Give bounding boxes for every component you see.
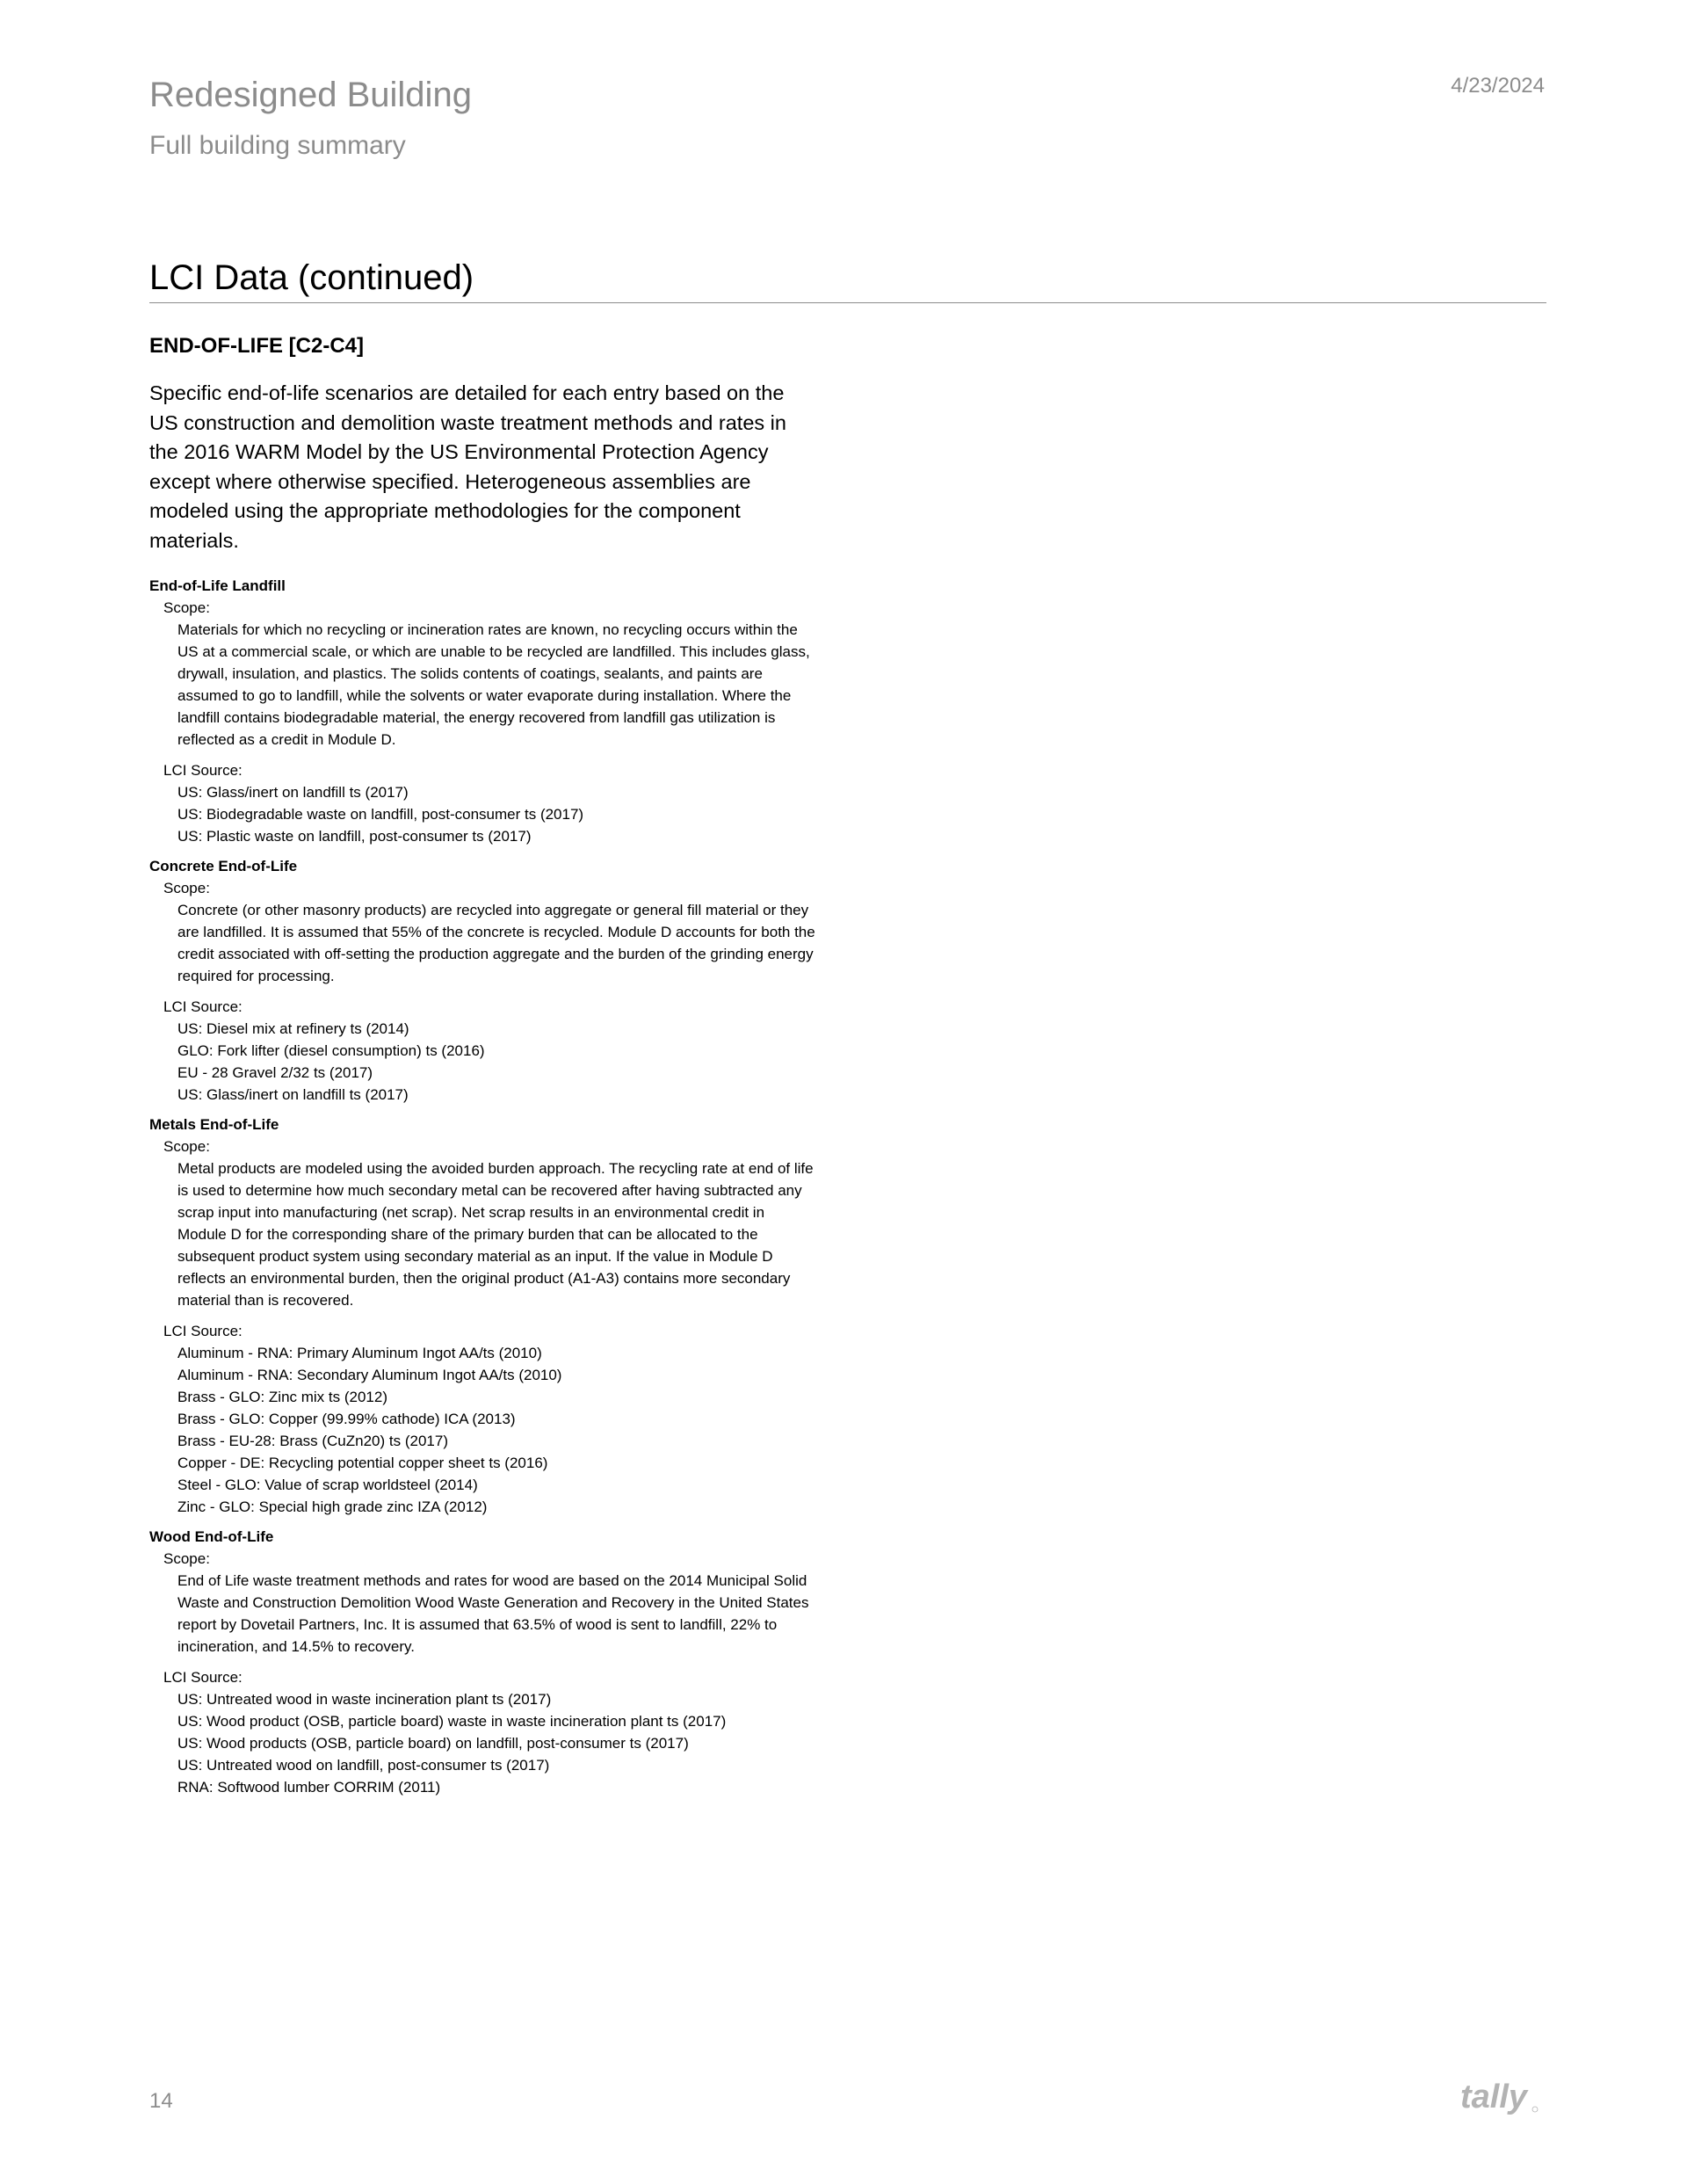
phase-heading: END-OF-LIFE [C2-C4] [149,334,364,358]
document-title: Redesigned Building [149,76,472,114]
lci-source-item: Steel - GLO: Value of scrap worldsteel (2014) [177,1477,478,1494]
lci-source-label: LCI Source: [163,1323,243,1340]
eol-block-wood [149,1526,817,1798]
section-divider [149,302,1546,303]
lci-source-item: US: Glass/inert on landfill ts (2017) [177,784,409,802]
scope-text: Materials for which no recycling or incineration rates are known, no recycling occurs within the US at a commercial scale, or which are unable to be recycled are landfilled. This includes glass, drywall, insulation, and plastics. The solids contents of coatings, sealants, and paints are assumed to go to landfill, while the solvents or water evaporate during installation. Where the landfill contains biodegradable material, the energy recovered from landfill gas utilization is reflected as a credit in Module D. [177,621,810,749]
tally-logo [1460,2076,1539,2116]
lci-source-item: EU - 28 Gravel 2/32 ts (2017) [177,1064,373,1082]
section-title: LCI Data (continued) [149,258,474,297]
document-date: 4/23/2024 [1451,74,1545,98]
block-title: Concrete End-of-Life [149,858,298,875]
block-title: End-of-Life Landfill [149,577,286,595]
lci-source-item: US: Diesel mix at refinery ts (2014) [177,1020,409,1038]
lci-source-item: US: Wood products (OSB, particle board) on landfill, post-consumer ts (2017) [177,1735,689,1752]
lci-source-item: Aluminum - RNA: Primary Aluminum Ingot AA/ts (2010) [177,1345,542,1362]
lci-source-label: LCI Source: [163,762,243,780]
page-number: 14 [149,2089,173,2113]
registered-mark-icon [1532,2107,1538,2112]
lci-source-item: US: Biodegradable waste on landfill, post-consumer ts (2017) [177,806,584,824]
lci-source-item: US: Plastic waste on landfill, post-consumer ts (2017) [177,828,532,845]
intro-paragraph: Specific end-of-life scenarios are detailed for each entry based on the US construction and demolition waste treatment methods and rates in the 2016 WARM Model by the US Environmental Protection Agency except where otherwise specified. Heterogeneous assemblies are modeled using the appropriate methodologies for the component materials. [149,381,786,552]
scope-label: Scope: [163,1138,210,1156]
end-of-life-section [149,332,817,1806]
lci-source-item: Copper - DE: Recycling potential copper sheet ts (2016) [177,1455,548,1472]
lci-source-item: RNA: Softwood lumber CORRIM (2011) [177,1779,441,1796]
lci-source-item: Brass - GLO: Zinc mix ts (2012) [177,1389,387,1406]
scope-text: End of Life waste treatment methods and rates for wood are based on the 2014 Municipal Solid Waste and Construction Demolition Wood Waste Generation and Recovery in the United States report by Dovetail Partners, Inc. It is assumed that 63.5% of wood is sent to landfill, 22% to incineration, and 14.5% to recovery. [177,1572,809,1656]
scope-label: Scope: [163,880,210,897]
lci-source-item: US: Glass/inert on landfill ts (2017) [177,1086,409,1104]
scope-label: Scope: [163,599,210,617]
lci-source-item: US: Untreated wood in waste incineration plant ts (2017) [177,1691,552,1709]
lci-source-item: Aluminum - RNA: Secondary Aluminum Ingot AA/ts (2010) [177,1367,562,1384]
document-subtitle: Full building summary [149,131,406,160]
lci-source-item: US: Wood product (OSB, particle board) waste in waste incineration plant ts (2017) [177,1713,727,1731]
lci-source-item: US: Untreated wood on landfill, post-consumer ts (2017) [177,1757,550,1774]
lci-source-item: Zinc - GLO: Special high grade zinc IZA (2012) [177,1498,488,1516]
scope-text: Metal products are modeled using the avoided burden approach. The recycling rate at end of life is used to determine how much secondary metal can be recovered after having subtracted any scrap input into manufacturing (net scrap). Net scrap results in an environmental credit in Module D for the corresponding share of the primary burden that can be allocated to the subsequent product system using secondary material as an input. If the value in Module D reflects an environmental burden, then the original product (A1-A3) contains more secondary material than is recovered. [177,1160,814,1310]
scope-label: Scope: [163,1550,210,1568]
lci-source-label: LCI Source: [163,1669,243,1687]
lci-source-item: Brass - GLO: Copper (99.99% cathode) ICA (2013) [177,1411,516,1428]
block-title: Wood End-of-Life [149,1528,274,1546]
eol-block-metals [149,1114,817,1518]
scope-text: Concrete (or other masonry products) are recycled into aggregate or general fill material or they are landfilled. It is assumed that 55% of the concrete is recycled. Module D accounts for both the credit associated with off-setting the production aggregate and the burden of the grinding energy required for processing. [177,902,815,985]
lci-source-label: LCI Source: [163,998,243,1016]
lci-source-item: Brass - EU-28: Brass (CuZn20) ts (2017) [177,1433,448,1450]
eol-block-concrete [149,855,817,1106]
lci-source-item: GLO: Fork lifter (diesel consumption) ts (2016) [177,1042,485,1060]
eol-block-landfill [149,575,817,847]
logo-wordmark: tally [1460,2079,1528,2115]
block-title: Metals End-of-Life [149,1116,279,1134]
